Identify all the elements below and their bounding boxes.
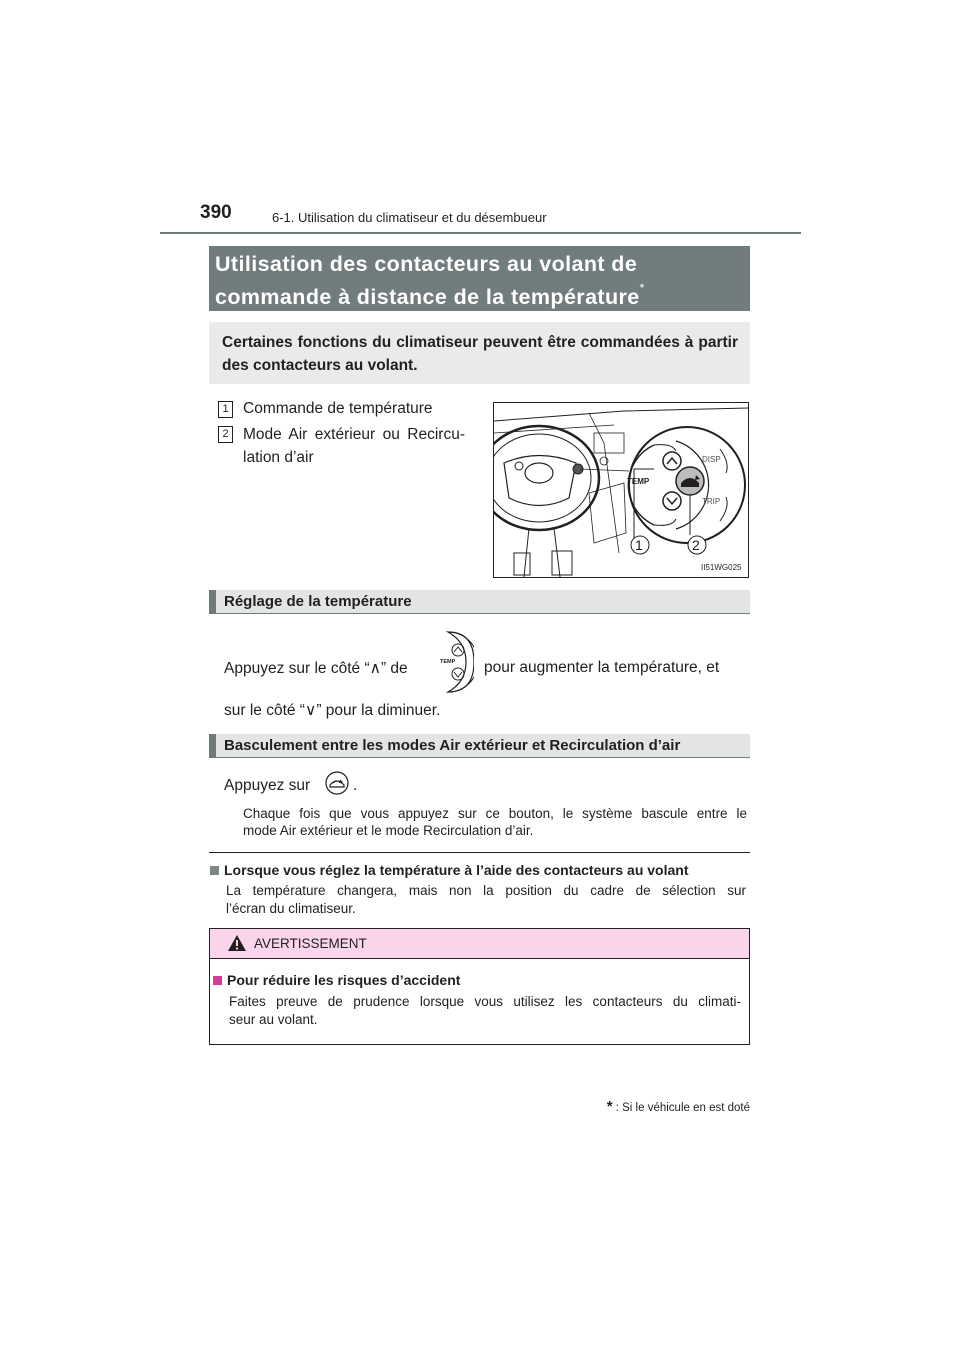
header-rule (160, 232, 801, 234)
section-title (209, 246, 750, 311)
legend-number-2: 2 (218, 426, 233, 443)
temp-switch-label: TEMP (440, 659, 456, 665)
gray-square-bullet (210, 866, 219, 875)
temp-switch-icon (440, 630, 474, 694)
legend-text-2: Mode Air extérieur ou Recircu- (243, 426, 465, 443)
warning-line2: seur au volant. (229, 1012, 318, 1027)
legend-number-1: 1 (218, 401, 233, 418)
recirculation-icon (325, 771, 349, 795)
warning-heading (213, 972, 460, 989)
temp-label: TEMP (627, 477, 650, 486)
pink-square-bullet (213, 976, 222, 985)
warning-label: AVERTISSEMENT (254, 936, 367, 951)
footnote (575, 1098, 750, 1115)
temperature-text-line2: sur le côté “∨” pour la diminuer. (224, 702, 441, 719)
figure-callout-2: 2 (692, 537, 700, 553)
mode-text-part2: . (353, 777, 358, 794)
section-title-line1: Utilisation des contacteurs au volant de (215, 252, 638, 276)
figure-code: II51WG025 (701, 563, 742, 572)
steering-wheel-illustration (493, 402, 749, 578)
temperature-heading: Réglage de la température (209, 590, 750, 614)
mode-heading: Basculement entre les modes Air extérieur et Recirculation d’air (209, 734, 750, 758)
warning-line1: Faites preuve de prudence lorsque vous utilisez les contacteurs du climati- (229, 994, 741, 1009)
info-heading-text: Lorsque vous réglez la température à l’aide des contacteurs au volant (224, 862, 689, 878)
info-line1: La température changera, mais non la position du cadre de sélection sur (226, 883, 746, 898)
section-title-line2-text: commande à distance de la température (215, 285, 640, 310)
chapter-title: 6-1. Utilisation du climatiseur et du désembueur (272, 210, 547, 225)
recirculation-button-icon (325, 771, 349, 795)
intro-text: Certaines fonctions du climatiseur peuvent être commandées à partir des contacteurs au volant. (209, 322, 750, 384)
section-separator (209, 852, 750, 853)
warning-heading-text: Pour réduire les risques d’accident (227, 972, 461, 988)
trip-label: TRIP (702, 497, 721, 506)
temperature-text-part1: Appuyez sur le côté “∧” de (224, 660, 408, 677)
warning-header (210, 929, 749, 959)
warning-box (209, 928, 750, 1045)
footnote-text: : Si le véhicule en est doté (615, 1102, 750, 1114)
info-heading (210, 862, 688, 879)
mode-note-line1: Chaque fois que vous appuyez sur ce bouton, le système bascule entre le (243, 806, 747, 821)
figure-callout-1: 1 (635, 537, 643, 553)
page-number: 390 (200, 202, 232, 223)
legend-text-1: Commande de température (243, 400, 433, 417)
info-line2: l’écran du climatiseur. (226, 901, 356, 916)
temperature-text-part2: pour augmenter la température, et (484, 659, 720, 676)
section-title-line2 (215, 278, 750, 311)
disp-label: DISP (702, 455, 721, 464)
mode-note-line2: mode Air extérieur et le mode Recirculation d’air. (243, 823, 534, 838)
availability-mark: * (639, 281, 645, 295)
footnote-mark: * (606, 1098, 613, 1115)
legend-text-2-cont: lation d’air (243, 449, 314, 466)
warning-triangle-icon (227, 934, 247, 952)
steering-wheel-drawing (494, 403, 748, 577)
mode-text-part1: Appuyez sur (224, 777, 311, 794)
